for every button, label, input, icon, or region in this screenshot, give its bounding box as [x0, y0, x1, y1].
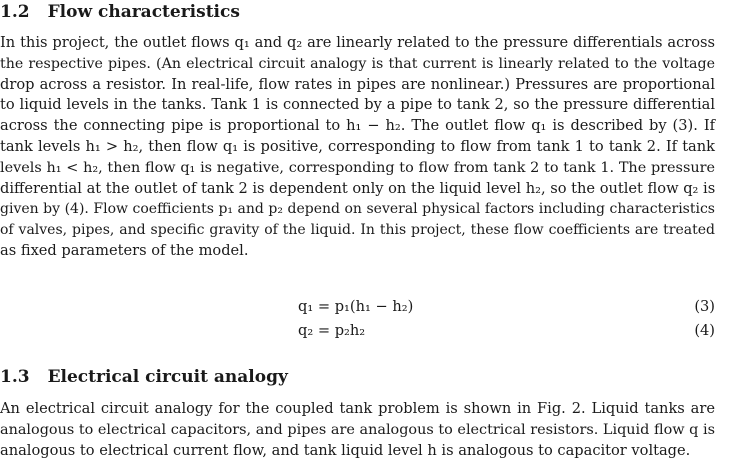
section-number: 1.3	[0, 367, 30, 387]
paragraph-electrical-circuit-analogy	[0, 399, 715, 461]
equation-row	[0, 295, 715, 319]
text-line: of valves, pipes, and specific gravity of the liquid. In this project, these flow coefficients are treated	[0, 222, 715, 239]
equation-3: q₁ = p₁(h₁ − h₂)	[298, 298, 414, 315]
equation-4: q₂ = p₂h₂	[298, 322, 366, 339]
text-line: the respective pipes. (An electrical circuit analogy is that current is linearly related to the voltage	[0, 55, 715, 72]
text-line: analogous to electrical current flow, and tank liquid level h is analogous to capacitor voltage.	[0, 441, 691, 459]
section-title: Electrical circuit analogy	[47, 367, 288, 387]
text-line: given by (4). Flow coefficients p₁ and p₂ depend on several physical factors including characteristics	[0, 201, 715, 218]
section-number: 1.2	[0, 2, 30, 22]
text-line: differential at the outlet of tank 2 is dependent only on the liquid level h₂, so the outlet flow q₂ is	[0, 179, 716, 197]
equation-number: (4)	[694, 322, 715, 339]
equation-number: (3)	[694, 298, 715, 315]
text-line: drop across a resistor. In real-life, flow rates in pipes are nonlinear.) Pressures are proportional	[0, 75, 715, 93]
text-line: across the connecting pipe is proportional to h₁ − h₂. The outlet flow q₁ is described by (3). If	[0, 117, 715, 135]
text-line: An electrical circuit analogy for the coupled tank problem is shown in Fig. 2. Liquid tanks are	[0, 400, 715, 417]
text-line: In this project, the outlet flows q₁ and q₂ are linearly related to the pressure differentials across	[0, 34, 715, 51]
section-heading-electrical-circuit-analogy	[0, 367, 288, 387]
text-line: analogous to electrical capacitors, and pipes are analogous to electrical resistors. Liquid flow q is	[0, 421, 715, 438]
equation-block	[0, 295, 715, 343]
paragraph-flow-characteristics	[0, 33, 715, 262]
section-title: Flow characteristics	[47, 2, 240, 22]
equation-row	[0, 319, 715, 343]
text-line: tank levels h₁ > h₂, then flow q₁ is positive, corresponding to flow from tank 1 to tank 2. If tank	[0, 137, 715, 155]
text-line: levels h₁ < h₂, then flow q₁ is negative, corresponding to flow from tank 2 to tank 1. The pressure	[0, 159, 715, 176]
text-line: to liquid levels in the tanks. Tank 1 is connected by a pipe to tank 2, so the pressure differential	[0, 96, 715, 114]
section-heading-flow-characteristics	[0, 2, 240, 22]
text-line: as fixed parameters of the model.	[0, 241, 249, 259]
